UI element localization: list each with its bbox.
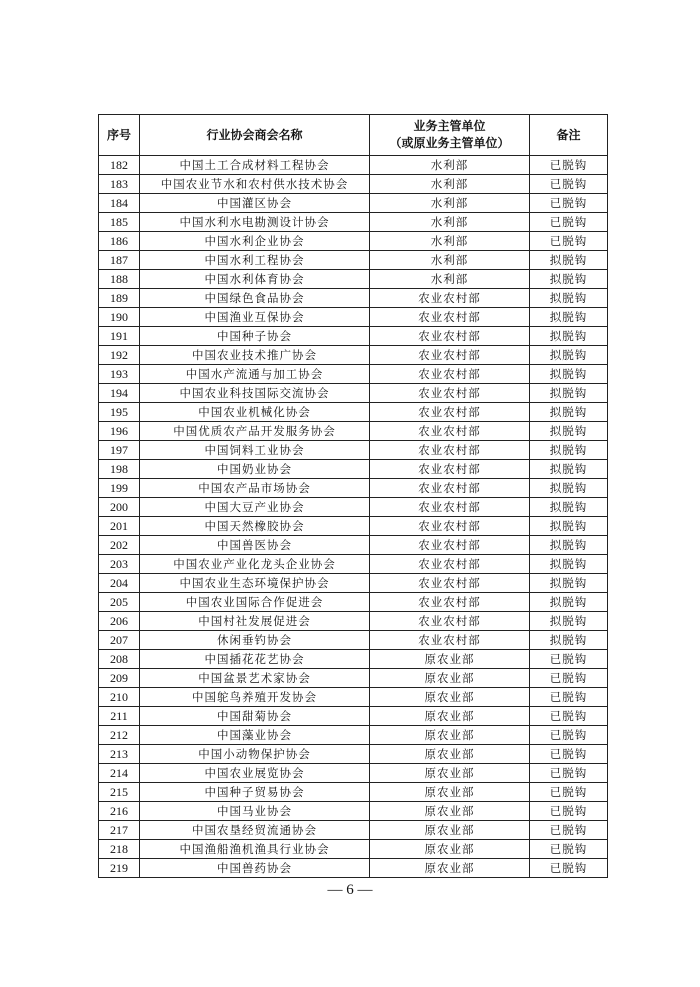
row-number: 206 xyxy=(99,612,140,631)
status-note: 拟脱钩 xyxy=(530,346,608,365)
supervising-unit: 农业农村部 xyxy=(370,403,530,422)
supervising-unit: 农业农村部 xyxy=(370,308,530,327)
row-number: 198 xyxy=(99,460,140,479)
row-number: 197 xyxy=(99,441,140,460)
header-dept-line2: （或原业务主管单位） xyxy=(389,136,510,150)
association-name: 中国水利体育协会 xyxy=(140,270,370,289)
header-dept-line1: 业务主管单位 xyxy=(413,119,486,133)
row-number: 211 xyxy=(99,707,140,726)
row-number: 214 xyxy=(99,764,140,783)
status-note: 已脱钩 xyxy=(530,764,608,783)
association-name: 中国小动物保护协会 xyxy=(140,745,370,764)
table-row xyxy=(99,783,608,802)
table-row xyxy=(99,422,608,441)
association-name: 中国农业科技国际交流协会 xyxy=(140,384,370,403)
association-name: 中国农业节水和农村供水技术协会 xyxy=(140,175,370,194)
row-number: 186 xyxy=(99,232,140,251)
row-number: 184 xyxy=(99,194,140,213)
table-row xyxy=(99,650,608,669)
status-note: 拟脱钩 xyxy=(530,498,608,517)
association-name: 中国农业展览协会 xyxy=(140,764,370,783)
row-number: 194 xyxy=(99,384,140,403)
row-number: 183 xyxy=(99,175,140,194)
association-name: 中国插花花艺协会 xyxy=(140,650,370,669)
supervising-unit: 原农业部 xyxy=(370,859,530,878)
table-row xyxy=(99,859,608,878)
table-row xyxy=(99,403,608,422)
status-note: 拟脱钩 xyxy=(530,479,608,498)
table-row xyxy=(99,156,608,175)
supervising-unit: 农业农村部 xyxy=(370,498,530,517)
association-name: 中国天然橡胶协会 xyxy=(140,517,370,536)
status-note: 拟脱钩 xyxy=(530,384,608,403)
row-number: 190 xyxy=(99,308,140,327)
table-row xyxy=(99,631,608,650)
supervising-unit: 农业农村部 xyxy=(370,479,530,498)
row-number: 188 xyxy=(99,270,140,289)
table-row xyxy=(99,498,608,517)
table-row xyxy=(99,441,608,460)
supervising-unit: 水利部 xyxy=(370,194,530,213)
row-number: 189 xyxy=(99,289,140,308)
supervising-unit: 农业农村部 xyxy=(370,384,530,403)
supervising-unit: 原农业部 xyxy=(370,802,530,821)
supervising-unit: 农业农村部 xyxy=(370,555,530,574)
table-row xyxy=(99,840,608,859)
status-note: 拟脱钩 xyxy=(530,289,608,308)
status-note: 已脱钩 xyxy=(530,726,608,745)
supervising-unit: 农业农村部 xyxy=(370,422,530,441)
status-note: 拟脱钩 xyxy=(530,593,608,612)
table-row xyxy=(99,251,608,270)
supervising-unit: 农业农村部 xyxy=(370,289,530,308)
supervising-unit: 原农业部 xyxy=(370,764,530,783)
status-note: 拟脱钩 xyxy=(530,631,608,650)
table-row xyxy=(99,517,608,536)
association-name: 中国农产品市场协会 xyxy=(140,479,370,498)
status-note: 拟脱钩 xyxy=(530,536,608,555)
association-name: 中国水产流通与加工协会 xyxy=(140,365,370,384)
row-number: 199 xyxy=(99,479,140,498)
row-number: 200 xyxy=(99,498,140,517)
table-row xyxy=(99,479,608,498)
association-name: 中国灌区协会 xyxy=(140,194,370,213)
row-number: 187 xyxy=(99,251,140,270)
supervising-unit: 原农业部 xyxy=(370,821,530,840)
association-name: 中国饲料工业协会 xyxy=(140,441,370,460)
status-note: 拟脱钩 xyxy=(530,460,608,479)
association-name: 中国优质农产品开发服务协会 xyxy=(140,422,370,441)
supervising-unit: 农业农村部 xyxy=(370,460,530,479)
supervising-unit: 原农业部 xyxy=(370,669,530,688)
table-row xyxy=(99,327,608,346)
row-number: 213 xyxy=(99,745,140,764)
row-number: 209 xyxy=(99,669,140,688)
row-number: 215 xyxy=(99,783,140,802)
supervising-unit: 原农业部 xyxy=(370,688,530,707)
supervising-unit: 农业农村部 xyxy=(370,365,530,384)
status-note: 已脱钩 xyxy=(530,232,608,251)
table-row xyxy=(99,802,608,821)
association-name: 中国水利水电勘测设计协会 xyxy=(140,213,370,232)
table-row xyxy=(99,555,608,574)
row-number: 217 xyxy=(99,821,140,840)
table-row xyxy=(99,821,608,840)
row-number: 202 xyxy=(99,536,140,555)
table-row xyxy=(99,384,608,403)
row-number: 218 xyxy=(99,840,140,859)
association-name: 中国渔船渔机渔具行业协会 xyxy=(140,840,370,859)
row-number: 192 xyxy=(99,346,140,365)
supervising-unit: 农业农村部 xyxy=(370,536,530,555)
status-note: 拟脱钩 xyxy=(530,308,608,327)
table-row xyxy=(99,612,608,631)
supervising-unit: 农业农村部 xyxy=(370,574,530,593)
supervising-unit: 水利部 xyxy=(370,232,530,251)
status-note: 拟脱钩 xyxy=(530,270,608,289)
association-name: 中国兽医协会 xyxy=(140,536,370,555)
row-number: 191 xyxy=(99,327,140,346)
association-name: 中国兽药协会 xyxy=(140,859,370,878)
page-number: — 6 — xyxy=(327,882,373,898)
status-note: 拟脱钩 xyxy=(530,251,608,270)
table-header xyxy=(99,115,608,156)
status-note: 已脱钩 xyxy=(530,840,608,859)
status-note: 已脱钩 xyxy=(530,707,608,726)
table-row xyxy=(99,707,608,726)
association-name: 中国农业生态环境保护协会 xyxy=(140,574,370,593)
row-number: 196 xyxy=(99,422,140,441)
status-note: 已脱钩 xyxy=(530,194,608,213)
supervising-unit: 农业农村部 xyxy=(370,593,530,612)
table-body xyxy=(99,156,608,878)
association-name: 中国土工合成材料工程协会 xyxy=(140,156,370,175)
table-row xyxy=(99,232,608,251)
status-note: 已脱钩 xyxy=(530,859,608,878)
supervising-unit: 原农业部 xyxy=(370,650,530,669)
association-name: 中国马业协会 xyxy=(140,802,370,821)
table-row xyxy=(99,289,608,308)
table-row xyxy=(99,764,608,783)
table-row xyxy=(99,593,608,612)
row-number: 201 xyxy=(99,517,140,536)
row-number: 212 xyxy=(99,726,140,745)
association-name: 中国农业机械化协会 xyxy=(140,403,370,422)
association-name: 中国水利企业协会 xyxy=(140,232,370,251)
status-note: 拟脱钩 xyxy=(530,403,608,422)
row-number: 195 xyxy=(99,403,140,422)
status-note: 已脱钩 xyxy=(530,175,608,194)
association-name: 中国盆景艺术家协会 xyxy=(140,669,370,688)
association-name: 中国农业国际合作促进会 xyxy=(140,593,370,612)
supervising-unit: 水利部 xyxy=(370,175,530,194)
table-row xyxy=(99,745,608,764)
status-note: 拟脱钩 xyxy=(530,555,608,574)
row-number: 205 xyxy=(99,593,140,612)
status-note: 拟脱钩 xyxy=(530,422,608,441)
header-row xyxy=(99,115,608,156)
association-name: 中国农垦经贸流通协会 xyxy=(140,821,370,840)
association-name: 中国大豆产业协会 xyxy=(140,498,370,517)
association-name: 中国农业技术推广协会 xyxy=(140,346,370,365)
header-name: 行业协会商会名称 xyxy=(140,115,370,156)
association-name: 中国种子协会 xyxy=(140,327,370,346)
table-row xyxy=(99,536,608,555)
row-number: 216 xyxy=(99,802,140,821)
header-dept xyxy=(370,115,530,156)
header-note: 备注 xyxy=(530,115,608,156)
table-row xyxy=(99,213,608,232)
association-name: 中国水利工程协会 xyxy=(140,251,370,270)
supervising-unit: 原农业部 xyxy=(370,707,530,726)
table-row xyxy=(99,270,608,289)
supervising-unit: 农业农村部 xyxy=(370,327,530,346)
status-note: 已脱钩 xyxy=(530,821,608,840)
status-note: 已脱钩 xyxy=(530,783,608,802)
header-seq: 序号 xyxy=(99,115,140,156)
association-name: 中国渔业互保协会 xyxy=(140,308,370,327)
status-note: 已脱钩 xyxy=(530,669,608,688)
table-row xyxy=(99,688,608,707)
supervising-unit: 水利部 xyxy=(370,156,530,175)
association-name: 中国鸵鸟养殖开发协会 xyxy=(140,688,370,707)
table-row xyxy=(99,669,608,688)
supervising-unit: 原农业部 xyxy=(370,726,530,745)
row-number: 185 xyxy=(99,213,140,232)
association-name: 中国藻业协会 xyxy=(140,726,370,745)
table-row xyxy=(99,365,608,384)
supervising-unit: 农业农村部 xyxy=(370,631,530,650)
table-row xyxy=(99,460,608,479)
status-note: 拟脱钩 xyxy=(530,612,608,631)
supervising-unit: 农业农村部 xyxy=(370,346,530,365)
table-row xyxy=(99,726,608,745)
status-note: 已脱钩 xyxy=(530,745,608,764)
table-row xyxy=(99,194,608,213)
status-note: 已脱钩 xyxy=(530,802,608,821)
table-row xyxy=(99,308,608,327)
table-row xyxy=(99,346,608,365)
row-number: 210 xyxy=(99,688,140,707)
status-note: 拟脱钩 xyxy=(530,365,608,384)
row-number: 193 xyxy=(99,365,140,384)
supervising-unit: 水利部 xyxy=(370,213,530,232)
status-note: 已脱钩 xyxy=(530,156,608,175)
status-note: 拟脱钩 xyxy=(530,441,608,460)
table-row xyxy=(99,175,608,194)
association-table xyxy=(98,114,608,878)
supervising-unit: 农业农村部 xyxy=(370,441,530,460)
association-name: 中国种子贸易协会 xyxy=(140,783,370,802)
supervising-unit: 原农业部 xyxy=(370,783,530,802)
status-note: 拟脱钩 xyxy=(530,574,608,593)
status-note: 拟脱钩 xyxy=(530,517,608,536)
association-name: 中国绿色食品协会 xyxy=(140,289,370,308)
row-number: 208 xyxy=(99,650,140,669)
row-number: 203 xyxy=(99,555,140,574)
row-number: 219 xyxy=(99,859,140,878)
supervising-unit: 水利部 xyxy=(370,251,530,270)
association-name: 中国农业产业化龙头企业协会 xyxy=(140,555,370,574)
supervising-unit: 农业农村部 xyxy=(370,612,530,631)
status-note: 已脱钩 xyxy=(530,688,608,707)
supervising-unit: 原农业部 xyxy=(370,745,530,764)
association-name: 中国村社发展促进会 xyxy=(140,612,370,631)
supervising-unit: 农业农村部 xyxy=(370,517,530,536)
association-name: 休闲垂钓协会 xyxy=(140,631,370,650)
supervising-unit: 水利部 xyxy=(370,270,530,289)
association-name: 中国奶业协会 xyxy=(140,460,370,479)
status-note: 拟脱钩 xyxy=(530,327,608,346)
status-note: 已脱钩 xyxy=(530,213,608,232)
row-number: 204 xyxy=(99,574,140,593)
row-number: 207 xyxy=(99,631,140,650)
status-note: 已脱钩 xyxy=(530,650,608,669)
association-name: 中国甜菊协会 xyxy=(140,707,370,726)
supervising-unit: 原农业部 xyxy=(370,840,530,859)
row-number: 182 xyxy=(99,156,140,175)
table-row xyxy=(99,574,608,593)
